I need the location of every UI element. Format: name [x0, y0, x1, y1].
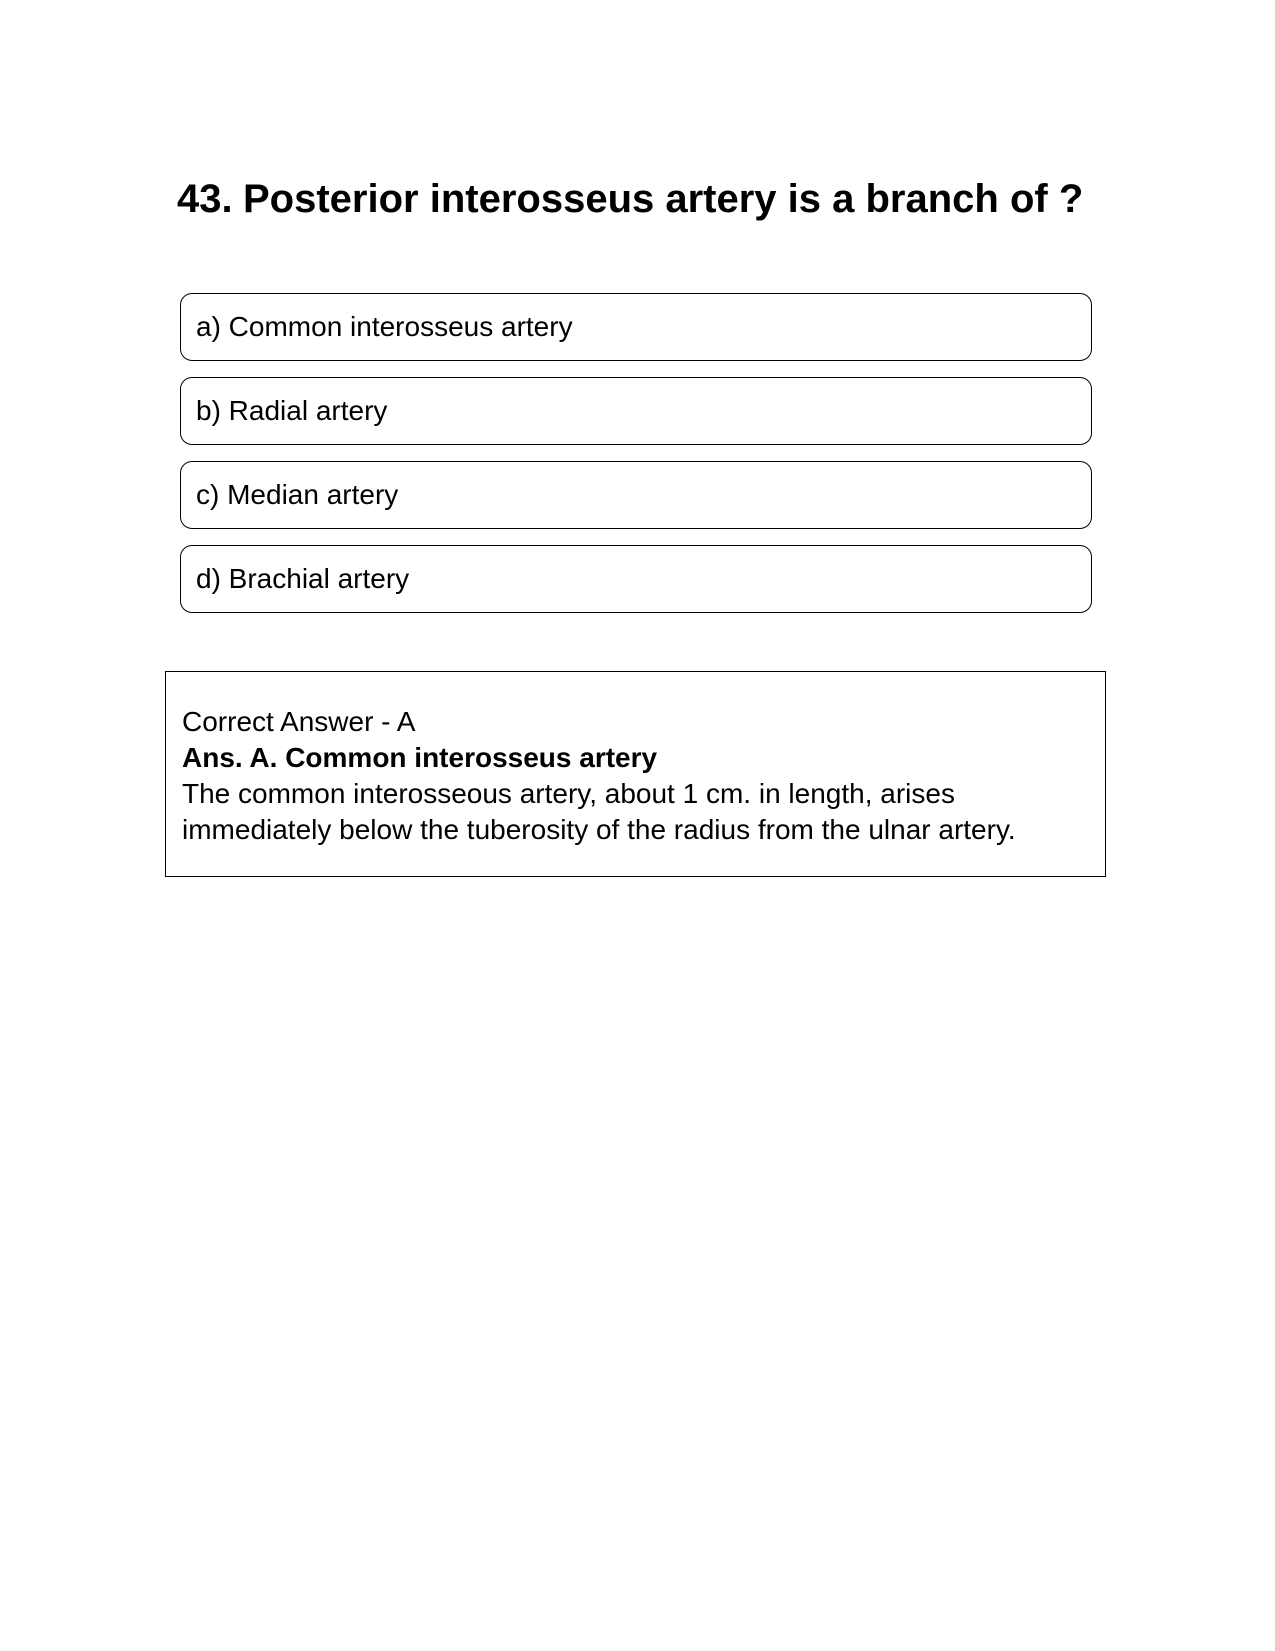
option-d[interactable]: d) Brachial artery [180, 545, 1092, 613]
answer-heading: Ans. A. Common interosseus artery [182, 742, 658, 773]
option-b[interactable]: b) Radial artery [180, 377, 1092, 445]
correct-answer-line: Correct Answer - A [182, 706, 416, 737]
answer-explanation: The common interosseous artery, about 1 cm. in length, arises immediately below the tuberosity of the radius from the ulnar artery. [182, 778, 1016, 845]
question-number: 43. [177, 177, 233, 221]
answer-box [165, 671, 1106, 877]
question-text: Posterior interosseus artery is a branch of ? [243, 177, 1084, 221]
option-c[interactable]: c) Median artery [180, 461, 1092, 529]
options-list [180, 293, 1092, 629]
option-a[interactable]: a) Common interosseus artery [180, 293, 1092, 361]
question [177, 174, 1097, 224]
